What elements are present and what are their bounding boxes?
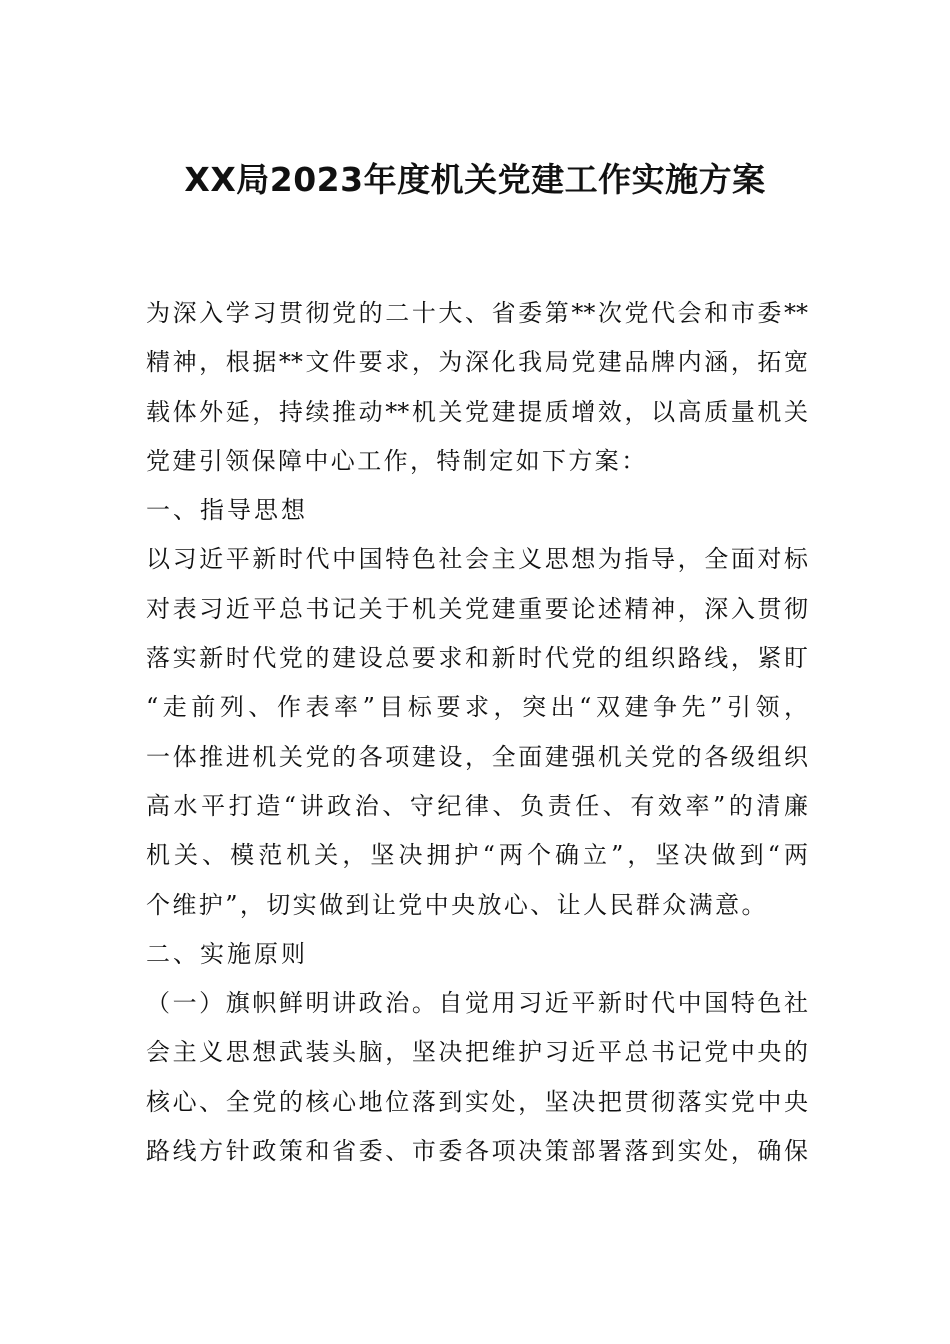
body-text-line: 载体外延，持续推动**机关党建提质增效，以高质量机关	[146, 397, 808, 426]
body-text-line: （一）旗帜鲜明讲政治。自觉用习近平新时代中国特色社	[146, 989, 808, 1018]
body-text-line: “走前列、作表率”目标要求，突出“双建争先”引领，	[146, 693, 808, 722]
body-text-line: 以习近平新时代中国特色社会主义思想为指导，全面对标	[146, 545, 808, 574]
body-text-line: 核心、全党的核心地位落到实处，坚决把贯彻落实党中央	[146, 1087, 808, 1116]
body-text-line: 一体推进机关党的各项建设，全面建强机关党的各级组织	[146, 742, 808, 771]
section-heading: 二、实施原则	[146, 939, 308, 968]
body-text-line: 落实新时代党的建设总要求和新时代党的组织路线，紧盯	[146, 644, 808, 673]
body-text-line: 精神，根据**文件要求，为深化我局党建品牌内涵，拓宽	[146, 348, 808, 377]
body-text-line: 机关、模范机关，坚决拥护“两个确立”，坚决做到“两	[146, 841, 808, 870]
body-text-line: 个维护”，切实做到让党中央放心、让人民群众满意。	[146, 890, 768, 919]
body-text-line: 为深入学习贯彻党的二十大、省委第**次党代会和市委**	[146, 299, 808, 327]
body-text-line: 会主义思想武装头脑，坚决把维护习近平总书记党中央的	[146, 1038, 808, 1067]
document-title: XX局2023年度机关党建工作实施方案	[184, 160, 766, 199]
body-text-line: 党建引领保障中心工作，特制定如下方案：	[146, 446, 648, 475]
body-text-line: 对表习近平总书记关于机关党建重要论述精神，深入贯彻	[146, 594, 808, 623]
section-heading: 一、指导思想	[146, 496, 308, 525]
body-text-line: 路线方针政策和省委、市委各项决策部署落到实处，确保	[146, 1137, 808, 1166]
document-body	[146, 289, 808, 1176]
body-text-line: 高水平打造“讲政治、守纪律、负责任、有效率”的清廉	[146, 791, 808, 820]
